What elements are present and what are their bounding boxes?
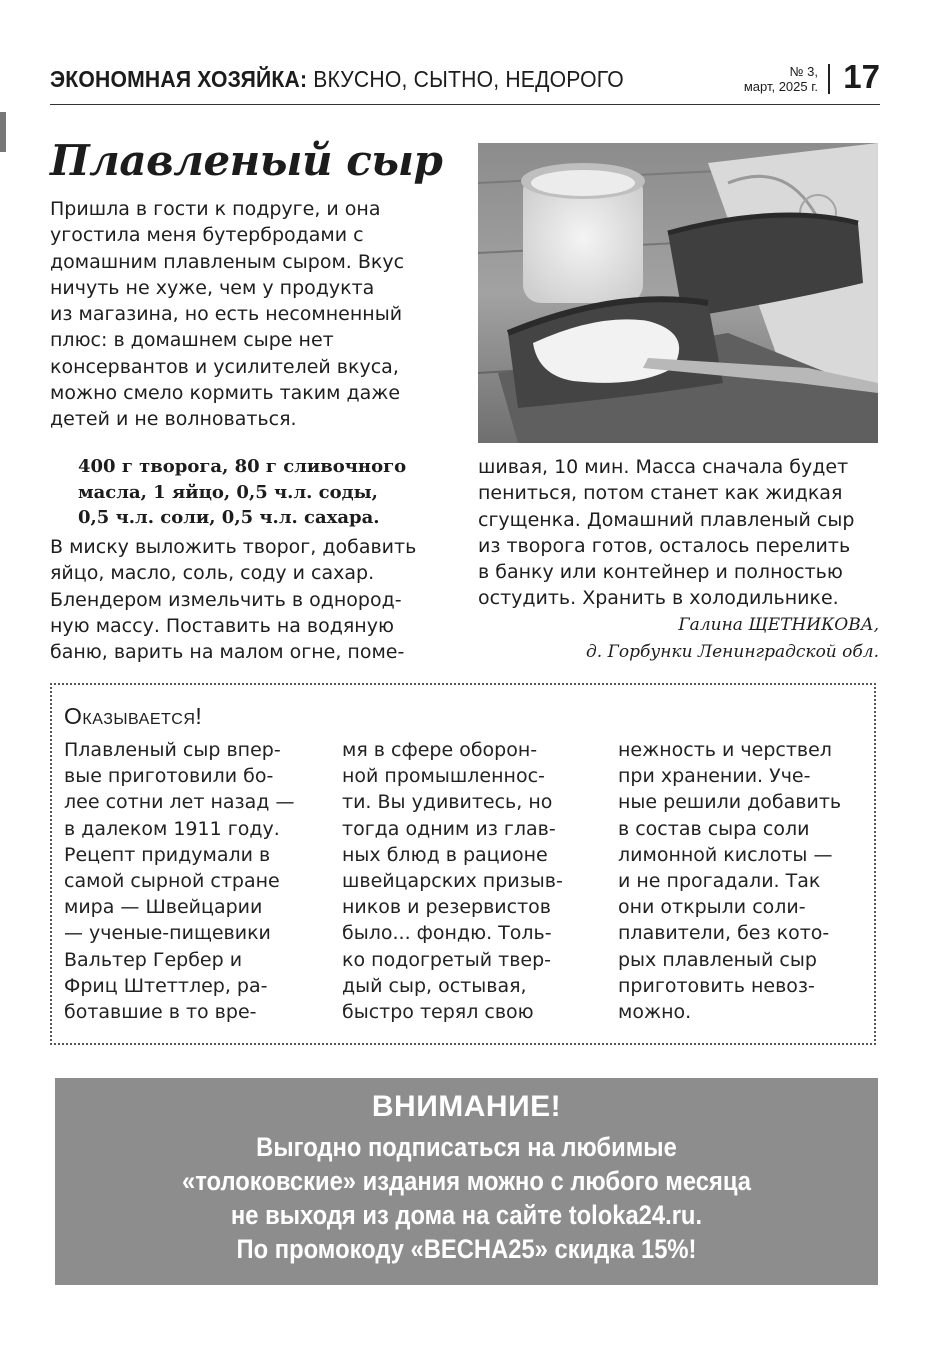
text-line: Вальтер Гербер и — [64, 948, 243, 971]
page-header — [50, 58, 880, 102]
text-line: мя в сфере оборон- — [342, 739, 538, 761]
subscription-banner — [55, 1078, 878, 1285]
banner-line: «толоковские» издания можно с любого месяца — [182, 1166, 751, 1196]
text-line: нежность и черствел — [618, 739, 832, 761]
text-line: в состав сыра соли — [618, 817, 810, 840]
text-line: в банку или контейнер и полностью — [478, 561, 843, 584]
header-divider — [828, 64, 830, 94]
text-line: швейцарских призыв- — [342, 870, 563, 893]
text-line: ные решили добавить — [618, 791, 842, 814]
text-line: остудить. Хранить в холодильнике. — [478, 587, 839, 610]
text-line: пениться, потом станет как жидкая — [478, 482, 843, 505]
fact-box-title: Оказывается! — [64, 703, 203, 729]
text-line: ной промышленнос- — [342, 765, 545, 788]
text-line: масла, 1 яйцо, 0,5 ч.л. соды, — [78, 481, 378, 503]
fact-column-3 — [618, 737, 872, 1025]
issue-number: № 3, — [789, 64, 818, 79]
text-line: детей и не волноваться. — [50, 408, 297, 431]
section-title-bold: ЭКОНОМНАЯ ХОЗЯЙКА: — [50, 66, 308, 92]
text-line: ников и резервистов — [342, 896, 551, 919]
fact-column-2 — [342, 737, 596, 1025]
text-line: сгущенка. Домашний плавленый сыр — [478, 508, 855, 531]
issue-info — [744, 64, 818, 94]
banner-line: не выходя из дома на сайте toloka24.ru. — [230, 1200, 703, 1230]
text-line: плюс: в домашнем сыре нет — [50, 329, 334, 352]
text-line: Плавленый сыр впер- — [64, 739, 281, 761]
text-line: консервантов и усилителей вкуса, — [50, 355, 399, 378]
page-number: 17 — [843, 58, 880, 95]
text-line: при хранении. Уче- — [618, 765, 811, 788]
section-title — [50, 66, 624, 93]
cheese-photo — [478, 143, 878, 443]
text-line: яйцо, масло, соль, соду и сахар. — [50, 562, 375, 585]
text-line: Блендером измельчить в однород- — [50, 588, 402, 611]
author-name: Галина ЩЕТНИКОВА, — [678, 615, 879, 635]
author-place: д. Горбунки Ленинградской обл. — [586, 642, 879, 662]
text-line: вые приготовили бо- — [64, 765, 274, 788]
text-line: баню, варить на малом огне, поме- — [50, 641, 405, 664]
text-line: В миску выложить творог, добавить — [50, 536, 417, 558]
text-line: приготовить невоз- — [618, 974, 815, 997]
text-line: ко подогретый твер- — [342, 948, 552, 971]
text-line: ную массу. Поставить на водяную — [50, 614, 394, 637]
banner-title: ВНИМАНИЕ! — [371, 1090, 562, 1123]
text-line: домашним плавленым сыром. Вкус — [50, 250, 405, 273]
edge-mark — [0, 112, 6, 152]
text-line: тогда одним из глав- — [342, 817, 556, 840]
text-line: из магазина, но есть несомненный — [50, 303, 403, 326]
recipe-method-continued — [478, 454, 878, 612]
article-author — [586, 612, 879, 666]
text-line: дый сыр, остывая, — [342, 974, 527, 997]
text-line: быстро терял свою — [342, 1001, 534, 1024]
text-line: ти. Вы удивитесь, но — [342, 791, 553, 814]
text-line: лимонной кислоты — — [618, 843, 833, 866]
banner-line: По промокоду «ВЕСНА25» скидка 15%! — [236, 1234, 697, 1264]
text-line: Пришла в гости к подруге, и она — [50, 198, 381, 220]
text-line: ничуть не хуже, чем у продукта — [50, 276, 375, 299]
section-title-rest: ВКУСНО, СЫТНО, НЕДОРОГО — [307, 66, 624, 92]
text-line: и не прогадали. Так — [618, 870, 821, 893]
fact-column-1 — [64, 737, 318, 1025]
text-line: ных блюд в рационе — [342, 843, 548, 866]
banner-line: Выгодно подписаться на любимые — [256, 1132, 677, 1162]
text-line: в далеком 1911 году. — [64, 817, 280, 840]
text-line: лее сотни лет назад — — [64, 791, 295, 814]
text-line: рых плавленый сыр — [618, 948, 817, 971]
text-line: — ученые-пищевики — [64, 922, 271, 945]
text-line: Фриц Штеттлер, ра- — [64, 974, 268, 997]
text-line: 400 г творога, 80 г сливочного — [78, 456, 407, 477]
header-rule — [50, 104, 880, 105]
text-line: можно. — [618, 1001, 692, 1024]
text-line: 0,5 ч.л. соли, 0,5 ч.л. сахара. — [78, 507, 380, 528]
text-line: можно смело кормить таким даже — [50, 382, 401, 405]
text-line: угостила меня бутербродами с — [50, 224, 364, 247]
text-line: они открыли соли- — [618, 896, 806, 919]
text-line: из творога готов, осталось перелить — [478, 534, 851, 557]
issue-date: март, 2025 г. — [743, 79, 818, 94]
text-line: Рецепт придумали в — [64, 843, 271, 866]
article-intro — [50, 196, 450, 433]
recipe-ingredients — [78, 454, 454, 531]
text-line: самой сырной стране — [64, 870, 280, 893]
recipe-method — [50, 534, 453, 665]
text-line: мира — Швейцарии — [64, 896, 263, 919]
fact-box — [50, 683, 876, 1045]
cheese-sandwich-illustration — [478, 143, 878, 443]
text-line: шивая, 10 мин. Масса сначала будет — [478, 456, 849, 478]
text-line: ботавшие в то вре- — [64, 1001, 257, 1024]
article-title: Плавленый сыр — [50, 136, 443, 185]
text-line: плавители, без кото- — [618, 922, 830, 945]
text-line: было... фондю. Толь- — [342, 922, 552, 945]
